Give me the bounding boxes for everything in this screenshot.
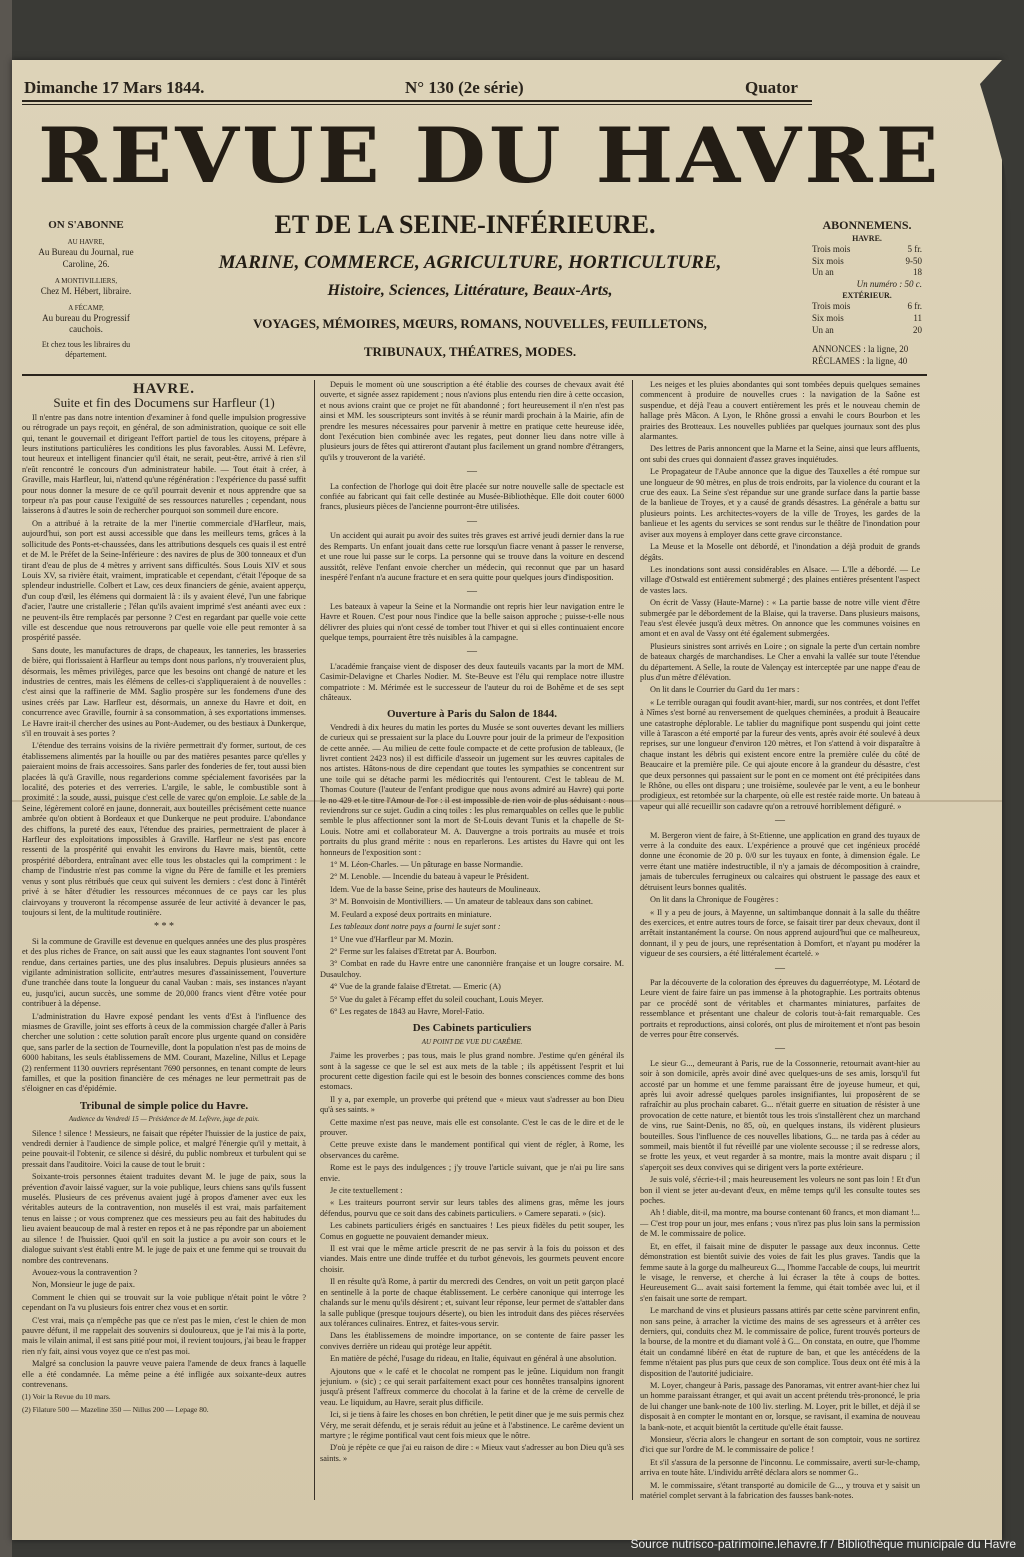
separator: — <box>467 515 477 527</box>
price-reclames: RÉCLAMES : la ligne, 40 <box>812 355 908 366</box>
article-paragraph: Ah ! diable, dit-il, ma montre, ma bourse contenant 60 francs, et mon diamant !... — C'est trop pour un jour, mes enfans ; vous n'irez pas plus loin sans la permission de M. le commissaire de police. <box>640 1208 920 1239</box>
footnote: (2) Filature 500 — Mazeline 350 — Nillus 200 — Lepage 80. <box>22 1404 209 1414</box>
masthead-title: REVUE DU HAVRE <box>38 111 942 200</box>
article-paragraph: Depuis le moment où une souscription a été établie des courses de chevaux avait été ouverte, et signée assez rapidement ; nous n'avions plus entendu rien dire à cette occasion, et nous avions craint que ce projet ne fût abandonné ; fort heureusement il n'en n'est pas ainsi et MM. les souscripteurs sont invités à se réunir mardi prochain à la Mairie, afin de prendre les mesures nécessaires pour parvenir à mettre en pratique cette heureuse idée, dont l'exécution bien combinée avec les regates, peut donner lieu dans notre ville à plusieurs jours de fêtes qui attireront d'autant plus facilement un grand nombre d'étrangers, qu'ils y trouveront de la variété. <box>320 380 624 462</box>
article-paragraph: Le sieur G..., demeurant à Paris, rue de la Cossonnerie, retournait avant-hier au soir à son domicile, après avoir diné avec quelques-uns de ses amis, lorsqu'il fut accosté par un homme et une femme paraissant être de joyeuse humeur, et qui, après lui avoir adressé quelques paroles insignifiantes, lui proposèrent de se rafraîchir au plus prochain cabaret. G... n'était guerre en situation de résister à une provocation de cette nature, et bientôt tous les trois s'installèrent chez un marchand de vins, rue Saint-Denis, no 85, où, en quelques instans, ils vidèrent plusieurs bouteilles. Sous l'influence de ces nouvelles libations, G... ne tarda pas à céder au sommeil, mais bientôt il fut réveillé par une violente secousse ; il se redresse alors, se frotte les yeux, et veut regarder à sa montre, mais la montre avait disparu ; il s'aperçoit ses deux convives qui se dirigent vers la porte extérieure. <box>640 1058 920 1172</box>
list-item: 4° Vue de la grande falaise d'Etretat. — Emeric (A) <box>330 982 501 992</box>
separator: — <box>467 646 477 658</box>
article-heading: Ouverture à Paris du Salon de 1844. <box>386 708 557 721</box>
separator: — <box>775 1043 785 1055</box>
subscribe-line: Au Bureau du Journal, rue Caroline, 26. <box>38 247 134 270</box>
scan-edge <box>0 0 12 1557</box>
article-paragraph: Ajoutons que « le café et le chocolat ne rompent pas le jeûne. Liquidum non frangit jejunium. » (sic) ; ce qui serait parfaitement exact pour ces honnêtes transalpins ignorent jusqu'à présent l'affreux commerce du chocolat à la farine et de la crème de cervelle de veau. Le liquidum, au Havre, serait plus difficile. <box>320 1366 624 1407</box>
list-item: 1° Une vue d'Harfleur par M. Mozin. <box>330 934 454 944</box>
article-paragraph: M. Loyer, changeur à Paris, passage des Panoramas, vit entrer avant-hier chez lui un homme paraissant étranger, et qui avait un accent prétendu très-prononcé, le pria de lui changer une bank-note de 100 liv. sterling. M. Loyer, prit le billet, et déjà il se disposait à en compter le montant en or, lorsque, se ravisant, il examina de nouveau la bank-note, et acquit bientôt la certitude qu'elle était fausse. <box>640 1380 920 1432</box>
list-item: Les tableaux dont notre pays a fourni le sujet sont : <box>330 922 501 932</box>
article-paragraph: Je suis volé, s'écrie-t-il ; mais heureusement les voleurs ne sont pas loin ! Et d'un bon il vient se jeter au-devant d'eux, en même temps qu'il les consulte toutes ses poches. <box>640 1175 920 1206</box>
separator: * * * <box>154 921 174 933</box>
masthead-line1: MARINE, COMMERCE, AGRICULTURE, HORTICULTURE, <box>218 252 722 273</box>
list-item: 5° Vue du galet à Fécamp effet du soleil couchant, Louis Meyer. <box>330 994 544 1004</box>
article-paragraph: Et, en effet, il faisait mine de disputer le passage aux deux inconnus. Cette démonstration est bientôt suivie des voies de fait les plus graves. Tandis que la femme saute à la gorge du malheureux G..., l'homme l'accable de coups, lui meurtrit le visage, le renverse, et cherche à lui écraser la tête à coups de bottes. Heureusement G... avait saisi fortement la femme, qui était tombée avec lui, et il s'en faisait une sorte de rempart. <box>640 1241 920 1303</box>
article-paragraph: Le marchand de vins et plusieurs passans attirés par cette scène parvinrent enfin, non sans peine, à arracher la victime des mains de ses agresseurs et à arrêter ces derniers, qui, conduits chez M. le commissaire de police, furent trouvés porteurs de la bourse, de la montre et du diamant volé à G... On constata, en outre, que l'homme était un condamné libéré en état de rupture de ban, et que les antécédens de la femme n'étaient pas plus purs que ceux de son complice. Tous deux ont été mis à la disposition de l'autorité judiciaire. <box>640 1306 920 1378</box>
subscribe-line: Et chez tous les libraires du département. <box>41 340 131 360</box>
column-divider <box>314 380 315 1500</box>
article-paragraph: « Il y a peu de jours, à Mayenne, un saltimbanque donnait à la salle du théâtre des exercices, et entre autres tours de force, se faisait tirer par deux chevaux, dont il arrêtait instantanément la course. On nous apprend aujourd'hui que ce malheureux, donnant, il y peu de jours, une représentation à Domfort, et n'ayant pu modérer la vigueur de ses coursiers, a été littéralement écartelé. » <box>640 907 920 959</box>
article-paragraph: Si la commune de Graville est devenue en quelques années une des plus prospères et des plus riches de France, on sait aussi que les eaux stagnantes l'ont souvent l'ont rendue, dans certaines parties, une des plus insalubres. Depuis plusieurs années sa vigilante administration sollicite, entr'autres mesures d'assainissement, l'ouverture d'une tranchée dans toute la longueur du canal Vauban : mais, ses instances n'ayant eu, jusqu'ici, aucun succès, une somme de 20,000 francs vient d'être votée pour contribuer à la dépense. <box>22 936 306 1009</box>
price-single-issue: Un numéro : 50 c. <box>856 279 922 290</box>
article-paragraph: Malgré sa conclusion la pauvre veuve paiera l'amende de deux francs à laquelle elle a été condamnée. La même peine a été infligée aux soixante-deux autres contrevenans. <box>22 1359 306 1389</box>
masthead-subtitle: ET DE LA SEINE-INFÉRIEURE. <box>274 210 656 239</box>
article-paragraph: M. Bergeron vient de faire, à St-Etienne, une application en grand des tuyaux de verre à la conduite des eaux. L'expérience a prouvé que cet ingénieux procédé donne une économie de 20 p. 0/0 sur les tuyaux en fonte, à dimension égale. Le verre étant une matière indestructible, il n'y a jamais de décomposition à craindre, jamais de tubercules ferrugineux ou calcaires qui obstruent le passage des eaux et détruisent leurs bonnes qualités. <box>640 830 920 892</box>
issue-date: Dimanche 17 Mars 1844. <box>24 78 205 97</box>
article-paragraph: C'est vrai, mais ça n'empêche pas que ce n'est pas le mien, c'est le chien de mon pauvre défunt, il me rappelait des souvenirs si douloureux, que je l'ai mis à la porte, mais le vilain animal, il est sans pitié pour moi, il revient toujours, j'ai beau le frapper rien n'y fait, ainsi vous voyez que ce n'est pas moi. <box>22 1315 306 1356</box>
list-item: 2° Ferme sur les falaises d'Etretat par A. Bourbon. <box>330 946 497 956</box>
article-paragraph: Silence ! silence ! Messieurs, ne faisait que répéter l'huissier de la justice de paix, vendredi dernier à l'audience de simple police, et malgré l'énergie qu'il y mettait, à peine pouvait-il l'obtenir, ce silence si désiré, du public nombreux et turbulent qui se pressait dans l'auditoire. Voici la cause de tout le bruit : <box>22 1128 306 1169</box>
price-label: Trois mois <box>812 301 851 312</box>
column-divider <box>632 380 633 1500</box>
article-paragraph: Comment le chien qui se trouvait sur la voie publique n'était point le vôtre ? cependant on l'a vu plusieurs fois entrer chez vous et en sortir. <box>22 1292 306 1313</box>
article-paragraph: Rome est le pays des indulgences ; j'y trouve l'article suivant, que je n'ai pu lire sans envie. <box>320 1163 624 1183</box>
top-rule-thin <box>22 104 812 105</box>
article-column-3 <box>640 380 920 1500</box>
article-paragraph: Monsieur, s'écria alors le changeur en sortant de son comptoir, vous ne sortirez d'ici que sur l'ordre de M. le commissaire de police ! <box>640 1435 920 1455</box>
article-paragraph: J'aime les proverbes ; pas tous, mais le plus grand nombre. J'estime qu'en général ils sont à la sagesse ce que le sel est aux mets de la table ; ils appétissent l'esprit et lui procurent cette digestion facile qui est le besoin des bonnes consciences comme des bons estomacs. <box>320 1051 624 1092</box>
price-row <box>812 325 922 337</box>
article-paragraph: Il n'entre pas dans notre intention d'examiner à fond quelle impulsion progressive ou rétrograde un pays reçoit, en général, de son administration, quoique ce soit elle qui, tenant le gouvernail et dirigeant l'effort partiel de tous les citoyens, prépare à leurs institutions particulières les conditions les plus favorables. Aussi M. Lefèvre, tout heureux et intelligent financier qu'il était, ne serait, peut-être, arrivé à rien s'il n'eût rencontré le concours d'un administrateur habile. — Tout était à créer, à Graville, mais Harfleur, lui, n'attend qu'une régénération : l'expérience du passé suffit pour nous donner la mesure de ce qu'il pourrait devenir et nous apprendre que sa torpeur n'a pas pour cause l'exiguïté de ses ressources naturelles ; cependant, nous laisserons à d'autres le soin de rechercher pourquoi son sommeil dure encore. <box>22 412 306 516</box>
price-value: 11 <box>913 312 922 323</box>
price-annonces: ANNONCES : la ligne, 20 <box>812 344 909 355</box>
price-value: 9-50 <box>905 255 922 266</box>
article-paragraph: Il y a, par exemple, un proverbe qui prétend que « mieux vaut s'adresser au bon Dieu qu'à ses saints. » <box>320 1094 624 1115</box>
issue-number: N° 130 (2e série) <box>405 78 524 97</box>
article-paragraph: En matière de péché, l'usage du rideau, en Italie, équivaut en général à une absolution. <box>330 1354 617 1364</box>
article-paragraph: M. le commissaire, s'étant transporté au domicile de G..., y trouva et y saisit un matériel complet servant à la fabrication des fausses bank-notes. <box>640 1480 920 1500</box>
separator: — <box>775 815 785 827</box>
price-row <box>812 313 922 325</box>
article-paragraph: Vendredi à dix heures du matin les portes du Musée se sont ouvertes devant les milliers de curieux qui se pressaient sur la place du Louvre pour jouir de la primeur de l'exposition de cette année. — Au milieu de cette foule compacte et de cette profusion de tableaux, (le livret contient 2423 nos) il est difficile d'asseoir un jugement sur les œuvres capitales de nos artistes. Hâtons-nous de dire cependant que toutes les sympathies se concentrent sur une toile qui se détache parmi les médiocrités qui l'entourent. C'est le tableau de M. Thomas Couture (l'auteur de l'enfant prodigue que nous avons admiré au Havre) qui porte le no 429 et le titre l'Amour de l'or : il est impossible de rien voir de plus séduisant : nous reviendrons sur ce sujet. Gudin a cinq toiles : les plus remarquables on celles que le public semble le plus affectionner sont la mort de St-Louis devant Tunis et la chapelle de St-Louis. Notre ami et collaborateur M. A. Dauvergne a trois portraits au musée et trois portraits du plus grand mérite : nous en reparlerons. Les artistes du Havre qui ont les honneurs de l'exposition sont : <box>320 722 624 857</box>
article-paragraph: On a attribué à la retraite de la mer l'inertie commerciale d'Harfleur, mais, aujourd'hui, son port est aussi accessible que dans les meilleurs tems, grâces à la sollicitude des Ponts-et-chaussées, dans les attributions desquels ces quais il est entré et de M. le Préfet de la Seine-Inférieure : des navires de plus de 300 tonneaux et d'un tirant d'eau de plus de 4 mètres y arrivent sans difficultés. Sous Louis XIV et sous Louis XV, sa rivière était, vraiment, impraticable et cependant, c'était l'époque de sa splendeur industrielle. Colbert et Law, ces deux financiers de génie, avaient apperçu, d'un coup d'œil, les élémens qui dormaient là : ils y avaient élevé, l'un une fabrique d'acier, l'autre une cristallerie ; l'élan qu'ils avaient imprimé s'est anéanti avec eux : ne peuvent-ils être remplacés par personne ? C'est en regardant par quelle voie cette ville est descendue que nous retrouverons par quelle voie elle peut remonter à sa prospérité passée. <box>22 518 306 643</box>
article-paragraph: Dans les établissemens de moindre importance, on se contente de faire passer les convives derrière un rideau qui protège leur appétit. <box>320 1331 624 1351</box>
article-paragraph: L'administration du Havre exposé pendant les vents d'Est à l'influence des miasmes de Graville, joint ses efforts à ceux de la commission chargée d'aller à Paris chercher une solution : cette solution paraît encore plus urgente quand on considère que, sans parler de la section de Tourneville, dont la population n'est pas de moins de 6000 habitans, les seuls établissemens de MM. Courant, Mazeline, Nillus et Lepage (2) renferment 1130 ouvriers représentant 7690 personnes, en tenant compte de leurs familles, et que la position financière de ces ménages ne leur permettrait pas de s'éloigner en cas d'épidémie. <box>22 1011 306 1094</box>
price-value: 20 <box>913 324 922 335</box>
article-paragraph: Les cabinets particuliers érigés en sanctuaires ! Les pieux fidèles du petit souper, les Comus en goguette ne pouvaient demander mieux. <box>320 1221 624 1241</box>
masthead-line3: VOYAGES, MÉMOIRES, MŒURS, ROMANS, NOUVELLES, FEUILLETONS, <box>253 316 707 331</box>
price-label: Un an <box>812 324 834 335</box>
footnote: (1) Voir la Revue du 10 mars. <box>22 1392 111 1402</box>
price-row <box>812 244 922 256</box>
subscribe-line: AU HAVRE, <box>67 238 105 247</box>
article-paragraph: Sans doute, les manufactures de draps, de chapeaux, les tanneries, les brasseries de bière, qui florissaient à Harfleur au temps dont nous parlons, n'y trouveraient plus, désormais, les mêmes privilèges, parce que les besoins ont changé de nature et les industries de centres, mais les élémens de celles-ci s'appliqueraient à de nouvelles : c'est ainsi que la raffinerie de MM. Saglio prospère sur les fondemens d'une des usines créés par Law. Harfleur est, désormais, un annexe du Havre et doit, en concurrence avec Graville, fournir à sa consommation, à ses exportations immenses. Le Havre irait-il chercher des usines au Pont-Audemer, ou des bestiaux à Dunkerque, s'il en trouvait à ses portes ? <box>22 645 306 738</box>
article-paragraph: La confection de l'horloge qui doit être placée sur notre nouvelle salle de spectacle est confiée au fabricant qui fait celle destinée au Musée-Bibliothèque. Elle doit couter 6000 francs, plusieurs pièces de l'ancienne pourront-être utilisées. <box>320 481 624 512</box>
subscription-prices <box>812 218 922 368</box>
price-label: Six mois <box>812 312 844 323</box>
article-heading: Tribunal de simple police du Havre. <box>79 1099 249 1112</box>
list-item: 1° M. Léon-Charles. — Un pâturage en basse Normandie. <box>330 860 523 870</box>
article-subheading: Audience du Vendredi 15 — Présidence de M. Lefèvre, juge de paix. <box>68 1115 260 1124</box>
article-paragraph: Soixante-trois personnes étaient traduites devant M. le juge de paix, sous la prévention d'avoir laissé vaguer, sur la voie publique, leurs chiens sans qu'ils fussent muselés. Plusieurs de ces prévenus avaient jugé à propos d'amener avec eux les véritables auteurs de la contravention, non muselés il est vrai, mais parfaitement tenus en laisse ; or vous comprenez que ces messieurs peu au fait des habitudes du lieu avaient beaucoup de mal à rester en repos et à ne pas répondre par un aboiement au silence ! de l'huissier. Quoi qu'il en soit la justice a pu avoir son cours et le dialogue suivant s'est établi entre M. le juge de paix et une femme qui se trouvait du nombre des contrevenans. <box>22 1172 306 1265</box>
article-paragraph: L'étendue des terrains voisins de la rivière permettrait d'y former, surtout, de ces établissemens alimentés par la houille ou par des matières pesantes parce qu'elles y paieraient moins de frais accessoires. Sans parler des fonderies de fer, tout aussi bien placées là qu'à Graville, nous regarderions comme spécialement favorisées par la localité, des poteries et des verreries. L'argile, le sable, le combustible sont à proximité : la soude, aussi, puisque c'est celle de varec qu'on emploie. Le sable de la Seine, légèrement coloré en jaune, donnerait, aux bouteilles précisément cette nuance ambrée qu'on obtient à Bordeaux et que Dunkerque ne peut produire. L'abondance des chiffons, la pureté des eaux, l'étendue des prairies, permettraient de placer à Harfleur des exploitations impossibles à Graville. Harfleur ne s'est pas encore ressenti de la prospérité qui envahit les environs du Havre mais, bientôt, cette prospérité débordera, entraînant avec elle tous les obstacles qui la compriment : le champ de l'industrie n'est pas comme la vigne du Père de famille et les premiers venus y sont plus rétribués que ceux qui suivent les derniers : c'est donc à l'intérêt privé à se hâter d'étudier les ressources méconnues de ce pays car les plus clairvoyans y trouveront la récompense assurée de leur activité à devancer le pas, toujours si lent, de la multitude routinière. <box>22 741 306 917</box>
price-row <box>812 301 922 313</box>
article-paragraph: Les inondations sont aussi considérables en Alsace. — L'Ile a débordé. — Le village d'Ostwald est entièrement submergé ; des plaines entières présentent l'aspect de vastes lacs. <box>640 564 920 595</box>
article-paragraph: La Meuse et la Moselle ont débordé, et l'inondation a déjà produit de grands dégâts. <box>640 542 920 562</box>
article-paragraph: Des lettres de Paris annoncent que la Marne et la Seine, ainsi que leurs affluents, ont subi des crues qui donnaient d'assez graves inquiétudes. <box>640 444 920 464</box>
article-paragraph: Il en résulte qu'à Rome, à partir du mercredi des Cendres, on voit un petit garçon placé en sentinelle à la porte de chaque établissement. Le cerbère canonique qui interroge les chalands sur le menu qu'ils désirent ; et, suivant leur réponse, leur permet de s'attabler dans la salle publique (presque toujours déserte), ou bien les introduit dans des pièces réservées aux tolérances culinaires. Entrez, et faites-vous servir. <box>320 1277 624 1328</box>
list-item: M. Feulard a exposé deux portraits en miniature. <box>330 909 492 919</box>
subscribe-line: Chez M. Hébert, libraire. <box>40 285 132 296</box>
prices-heading: ABONNEMENS. <box>822 218 912 232</box>
issue-year: Quator <box>745 78 798 97</box>
article-paragraph: D'où je répète ce que j'ai eu raison de dire : « Mieux vaut s'adresser au bon Dieu qu'à ses saints. » <box>320 1443 624 1463</box>
price-value: 18 <box>913 267 922 278</box>
article-paragraph: Non, Monsieur le juge de paix. <box>32 1280 135 1290</box>
article-paragraph: Cette maxime n'est pas neuve, mais elle est consolante. C'est le cas de le dire et de le prouver. <box>320 1117 624 1137</box>
list-item: 3° Combat en rade du Havre entre une canonnière française et un lougre corsaire. M. Dusaulchoy. <box>320 959 624 979</box>
separator: — <box>467 466 477 478</box>
article-paragraph: Ici, si je tiens à faire les choses en bon chrétien, le petit diner que je me suis permis chez Véry, me serait défendu, et je serais réduit au jeûne et à l'abstinence. Le carême devient un martyre ; le régime pontifical vaut cent fois mieux que le nôtre. <box>320 1410 624 1440</box>
source-credit: Source nutrisco-patrimoine.lehavre.fr / Bibliothèque municipale du Havre <box>630 1537 1016 1551</box>
price-value: 5 fr. <box>907 243 922 254</box>
article-paragraph: Et s'il s'assura de la personne de l'inconnu. Le commissaire, averti sur-le-champ, arriva en toute hâte. L'individu arrêté déclara alors se nommer G.. <box>640 1457 920 1478</box>
list-item: 6° Les regates de 1843 au Havre, Morel-Fatio. <box>330 1006 485 1016</box>
article-subheading: AU POINT DE VUE DU CARÊME. <box>421 1037 523 1046</box>
subscribe-line: A MONTIVILLIERS, <box>54 276 118 285</box>
top-rule <box>22 100 812 102</box>
prices-havre: HAVRE. <box>852 233 882 243</box>
list-item: 2° M. Lenoble. — Incendie du bateau à vapeur le Président. <box>330 872 529 882</box>
article-paragraph: Plusieurs sinistres sont arrivés en Loire ; on signale la perte d'un certain nombre de bateaux chargés de marchandises. Le Cher a envahi la vallée sur toute l'étendue du département. A Selle, la route de Valençay est interceptée par une nappe d'eau de plus d'un mètre d'élévation. <box>640 641 920 682</box>
article-subtitle: Suite et fin des Documens sur Harfleur (1) <box>53 395 275 411</box>
article-heading: Des Cabinets particuliers <box>412 1022 532 1035</box>
article-column-2 <box>320 380 624 1500</box>
subscribe-line: Au bureau du Progressif cauchois. <box>42 312 130 335</box>
price-label: Un an <box>812 267 834 278</box>
article-column-1 <box>22 380 306 1500</box>
prices-exterieur: EXTÉRIEUR. <box>842 290 892 300</box>
price-label: Six mois <box>812 255 844 266</box>
article-paragraph: L'académie française vient de disposer des deux fauteuils vacants par la mort de MM. Casimir-Delavigne et Charles Nodier. M. Ste-Beuve est l'élu qui remplace notre illustre compatriote : M. Mérimée est le successeur de l'auteur du roi de Bohême et de ses sept châteaux. <box>320 661 624 702</box>
article-paragraph: Les bateaux à vapeur la Seine et la Normandie ont repris hier leur navigation entre le Havre et Rouen. C'est pour nous l'indice que la belle saison approche ; puisse-t-elle nous délivrer des pluies qui n'ont cessé de tomber tout l'hiver et qui si elles continuaient encore quelque temps, pourraient être très nuisibles à la campagne. <box>320 601 624 642</box>
header-bottom-rule <box>22 374 927 376</box>
article-paragraph: Par la découverte de la coloration des épreuves du daguerréotype, M. Léotard de Leure vient de faire faire un pas immense à la photographie. Les portraits obtenus par ce procédé sont de véritables et charmantes miniatures, parfaites de ressemblance et présentant une chaleur de coloris tout-à-fait remarquable. Ces portraits et reproductions, ainsi colorés, ont plus de miroitement et n'ont pas besoin de verres pour être conservés. <box>640 977 920 1039</box>
article-paragraph: Je cite textuellement : <box>330 1186 403 1196</box>
subscribe-heading: ON S'ABONNE <box>48 219 124 231</box>
price-value: 6 fr. <box>907 301 922 312</box>
separator: — <box>467 586 477 598</box>
masthead-line4: TRIBUNAUX, THÉATRES, MODES. <box>363 344 577 359</box>
list-item: Idem. Vue de la basse Seine, prise des hauteurs de Moulineaux. <box>330 884 541 894</box>
masthead-line2: Histoire, Sciences, Littérature, Beaux-Arts, <box>327 282 613 299</box>
list-item: 3° M. Bonvoisin de Montivilliers. — Un amateur de tableaux dans son cabinet. <box>330 897 594 907</box>
subscribe-line: A FÉCAMP, <box>68 303 104 312</box>
article-paragraph: Avouez-vous la contravention ? <box>32 1267 138 1277</box>
article-paragraph: Cette preuve existe dans le mandement pontifical qui vient de régler, à Rome, les observances du carême. <box>320 1140 624 1160</box>
article-paragraph: Le Propagateur de l'Aube annonce que la digue des Tauxelles a été rompue sur une longueur de 90 mètres, en plus de trois endroits, par la violence du courant et la crue des eaux. La Seine s'est répandue sur une grande surface dans la partie basse de la banlieue de Troyes, et y a causé de grands désastres. La générale a battu sur plusieurs points. Les architectes-voyers de la ville de Troyes, les gardes de la banlieue et les agents du services se sont rendus sur le théâtre de l'inondation pour aviser aux moyens à employer dans cette grave circonstance. <box>640 467 920 539</box>
article-paragraph: « Les traiteurs pourront servir sur leurs tables des alimens gras, même les jours défendus, pourvu que ce soit dans des cabinets particuliers. » Camere separati. » (sic). <box>320 1198 624 1218</box>
section-title: HAVRE. <box>133 381 195 397</box>
article-paragraph: Les neiges et les pluies abondantes qui sont tombées depuis quelques semaines commencent à produire de nouvelles crues : la navigation de la Saône est suspendue, et déjà l'eau a couvert entièrement les prés et le nouveau chemin de hallage près Mâcon. A Lyon, le Rhône grossi a envahi le cours Bourbon et les prairies des Brotteaux. Les nouvelles publiées par quelques journaux sont des plus alarmantes. <box>640 380 920 442</box>
article-paragraph: Il est vrai que le même article prescrit de ne pas servir à la fois du poisson et des viandes. Mais entre une dinde truffée et du turbot génevois, les gourmets peuvent encore choisir. <box>320 1244 624 1274</box>
subscribe-locations <box>26 218 146 361</box>
article-paragraph: Un accident qui aurait pu avoir des suites très graves est arrivé jeudi dernier dans la rue des Remparts. Un enfant jouait dans cette rue lorsqu'un fiacre venant à passer le renverse, et une roue lui passe sur le corps. La personne qui se trouve dans la voiture en descend aussitôt, relève l'enfant envoie chercher un médecin, qui reconnut que par un hasard inespéré l'enfant n'a aucune fracture et en sera quitte pour quelques jours d'indisposition. <box>320 531 624 582</box>
article-paragraph: On lit dans le Courrier du Gard du 1er mars : <box>650 685 800 695</box>
article-paragraph: On lit dans la Chronique de Fougères : <box>650 895 779 905</box>
article-paragraph: « Le terrible ouragan qui foudit avant-hier, mardi, sur nos contrées, et dont l'effet à Nîmes s'est borné au renversement de quelques cheminées, a produit à Beaucaire une catastrophe déplorable. Le tablier du magnifique pont suspendu qui joint cette ville à Tarascon a été emporté par la fureur des vents, après avoir été soulevé à deux reprises, sur une longueur d'environ 120 mètres, et l'on s'attend à voir disparaître à chaque instant les débris qui existent encore entre la première culée du côté de Beaucaire et la première pile. Ce qui ajoute encore à la grandeur du désastre, c'est que deux personnes qui passaient sur le pont en ce moment ont été précipitées dans le Rhône, ou elles ont disparu ; une troisième, soulevée par le vent, a eu le bonheur prodigieux, est retombée sur la charpente, où elle est restée raide morte. Un bateau à vapeur qui allé recueillir son cadavre qu'on a retrouvé horriblement défiguré. » <box>640 697 920 811</box>
separator: — <box>775 962 785 974</box>
price-row <box>812 256 922 268</box>
price-label: Trois mois <box>812 243 851 254</box>
price-row <box>812 267 922 279</box>
article-paragraph: On écrit de Vassy (Haute-Marne) : « La partie basse de notre ville vient d'être submergée par le débordement de la Blaise, qui la traverse. Dans plusieurs maisons, l'eau s'est élevée jusqu'à deux mètres. On annonce que les communes voisines en amont et en aval de Vassy ont été également submergées. <box>640 598 920 639</box>
